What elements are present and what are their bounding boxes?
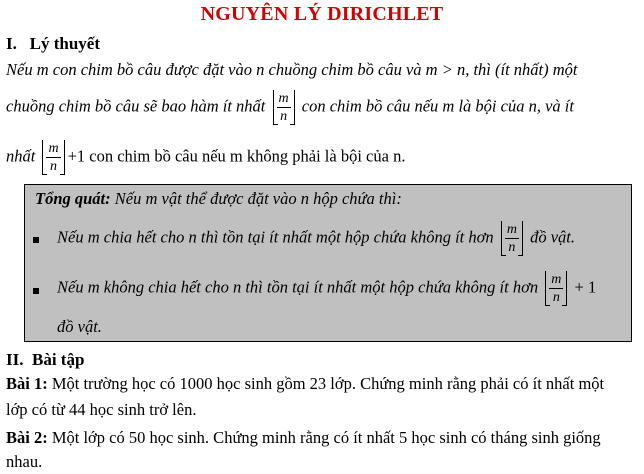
section-exercises-heading [6, 350, 84, 370]
bullet-2-plus: + 1 [574, 277, 597, 297]
ceil-fraction [545, 271, 567, 306]
general-bullet-2 [57, 271, 596, 306]
theory-line-2a: chuồng chim bồ câu sẽ bao hàm ít nhất [6, 96, 266, 116]
general-intro: Nếu m vật thể được đặt vào n hộp chứa thì: [110, 189, 402, 208]
fraction-denominator: n [280, 109, 288, 124]
exercise-1-line-2: lớp có từ 44 học sinh trở lên. [6, 400, 197, 419]
bullet-square-icon [33, 237, 39, 243]
fraction-numerator: m [278, 91, 289, 106]
section-theory-heading [6, 34, 100, 54]
theory-line-3b: +1 con chim bồ câu nếu m không phải là bội của n. [67, 146, 406, 166]
section-theory-number: I. [6, 34, 17, 53]
exercise-2-label: Bài 2: [6, 428, 48, 447]
fraction-numerator: m [506, 222, 517, 237]
section-exercises-number: II. [6, 350, 24, 369]
general-statement-box [24, 184, 632, 342]
theory-line-3 [6, 140, 405, 175]
bullet-2-text: Nếu m không chia hết cho n thì tồn tại ít nhất một hộp chứa không ít hơn [57, 277, 539, 297]
theory-line-2b: con chim bồ câu nếu m là bội của n, và ít [301, 96, 574, 116]
bullet-1-text: Nếu m chia hết cho n thì tồn tại ít nhất một hộp chứa không ít hơn [57, 227, 494, 247]
fraction-denominator: n [50, 159, 58, 174]
exercise-1-text: Một trường học có 1000 học sinh gồm 23 lớp. Chứng minh rằng phải có ít nhất một [47, 374, 605, 393]
bullet-square-icon [33, 288, 39, 294]
fraction-numerator: m [48, 141, 59, 156]
exercise-1-label: Bài 1: [6, 374, 48, 393]
general-label: Tổng quát: [35, 189, 111, 208]
exercise-2-line-2: nhau. [6, 452, 43, 471]
exercise-2-line-1 [6, 428, 601, 448]
ceil-fraction [42, 140, 64, 175]
exercise-1-line-1 [6, 374, 604, 394]
theory-line-3a: nhất [6, 146, 36, 166]
general-bullet-1 [57, 221, 575, 256]
document-title: NGUYÊN LÝ DIRICHLET [200, 3, 444, 25]
fraction-numerator: m [551, 272, 562, 287]
floor-fraction [273, 90, 295, 125]
general-bullet-2-cont: đồ vật. [57, 317, 102, 336]
section-exercises-title: Bài tập [31, 350, 85, 369]
exercise-2-text: Một lớp có 50 học sinh. Chứng minh rằng có ít nhất 5 học sinh có tháng sinh giống [47, 428, 601, 447]
theory-line-2 [6, 90, 574, 125]
theory-line-1: Nếu m con chim bồ câu được đặt vào n chuồng chim bồ câu và m > n, thì (ít nhất) một [6, 60, 578, 79]
section-theory-title: Lý thuyết [29, 34, 100, 53]
general-intro-line [35, 189, 402, 209]
floor-fraction [501, 221, 523, 256]
bullet-1-suffix: đồ vật. [530, 227, 575, 247]
fraction-denominator: n [552, 290, 560, 305]
fraction-denominator: n [508, 240, 516, 255]
